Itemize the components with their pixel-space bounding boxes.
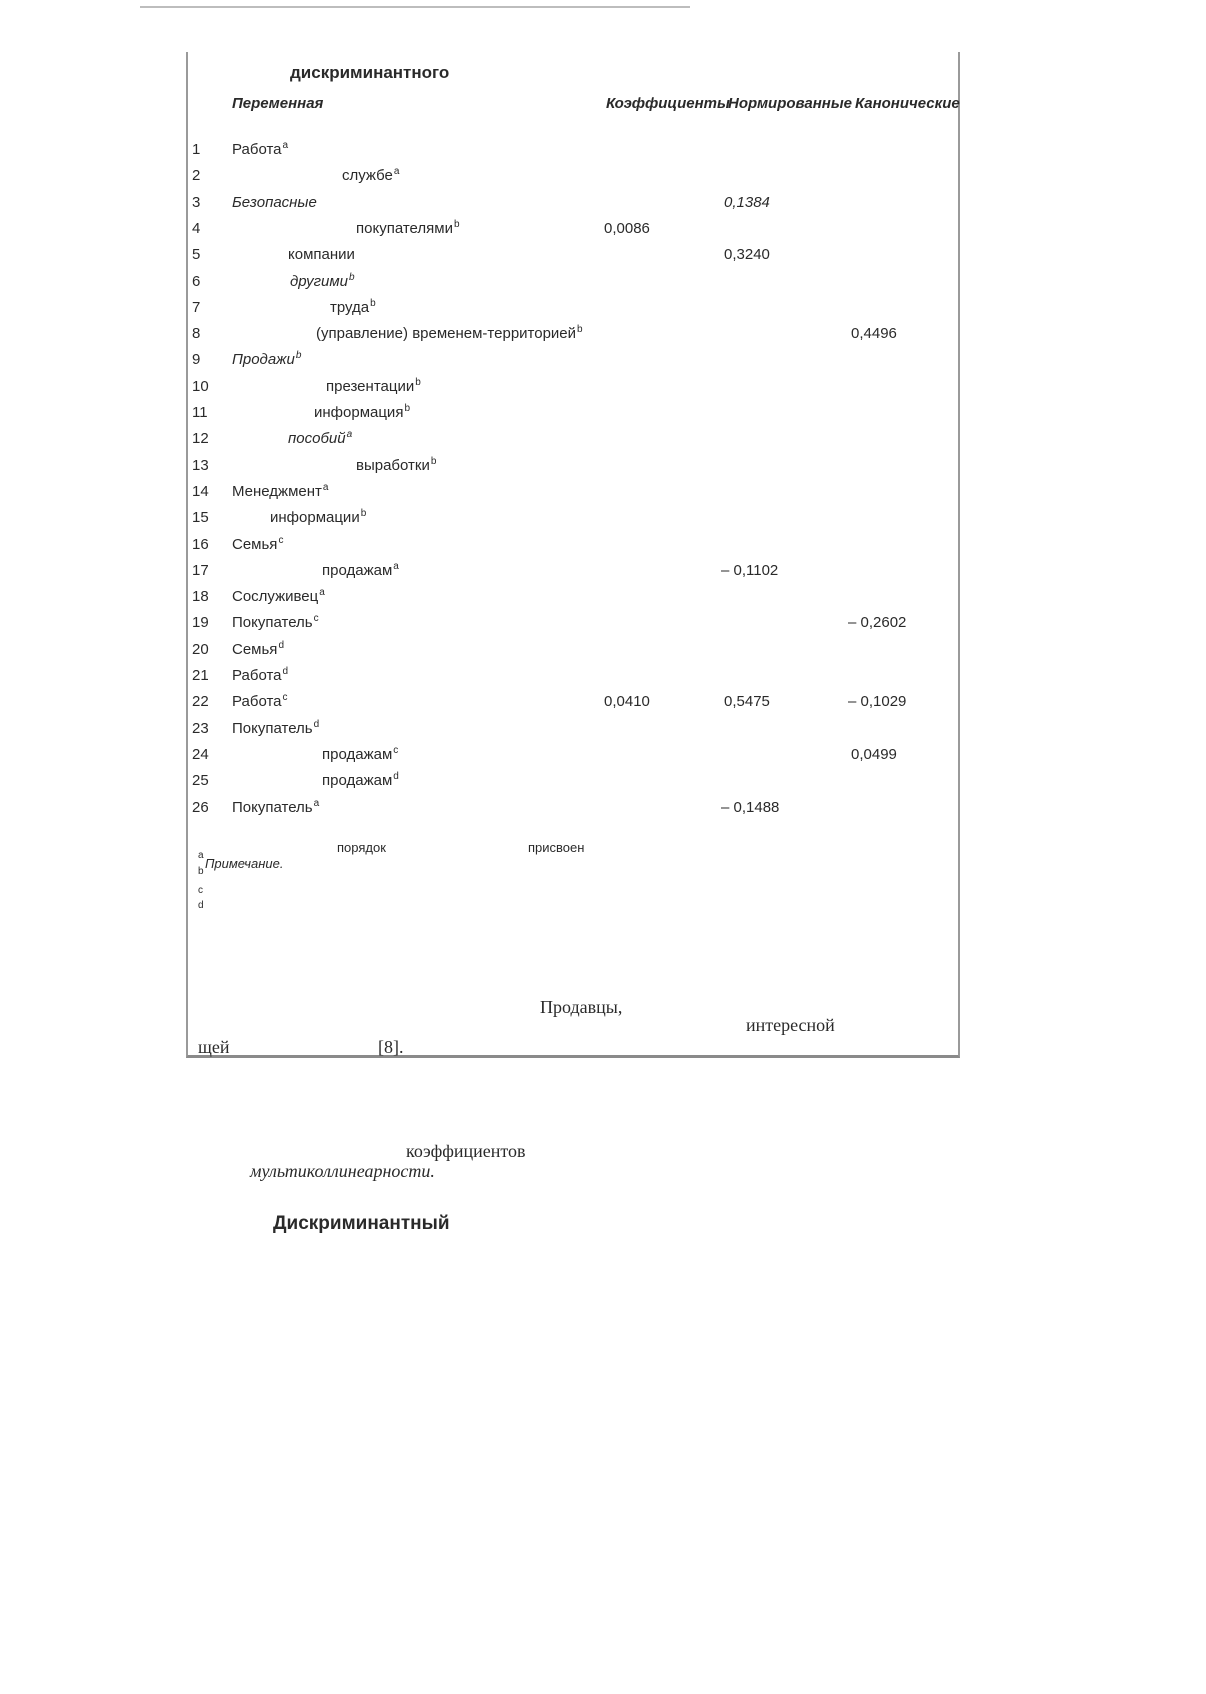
row-variable <box>232 483 328 503</box>
row-number: 23 <box>192 720 209 737</box>
row-canonical: – 0,2602 <box>848 614 907 631</box>
row-footnote-marker: b <box>430 456 437 467</box>
row-footnote-marker: d <box>278 640 284 651</box>
row-normalized: 0,5475 <box>724 693 770 710</box>
row-number: 6 <box>192 273 201 290</box>
row-number: 7 <box>192 299 201 316</box>
row-number: 25 <box>192 772 209 789</box>
row-footnote-marker: a <box>346 429 353 440</box>
row-variable-text: Работа <box>232 667 282 684</box>
note-word-assigned: присвоен <box>528 840 585 855</box>
row-normalized: – 0,1488 <box>721 799 780 816</box>
row-footnote-marker: c <box>282 692 288 703</box>
row-variable-text: другими <box>290 273 349 290</box>
row-footnote-marker: d <box>313 719 320 730</box>
row-variable-text: пособий <box>288 430 346 447</box>
row-variable-text: выработки <box>356 457 430 474</box>
row-variable <box>232 799 319 819</box>
row-variable <box>270 509 366 529</box>
row-variable-text: презентации <box>326 378 415 395</box>
row-normalized: 0,1384 <box>724 194 770 211</box>
row-variable-text: (управление) временем-территорией <box>316 325 577 342</box>
row-variable-text: компании <box>288 246 355 263</box>
row-variable-text: Менеджмент <box>232 483 322 500</box>
row-number: 20 <box>192 641 209 658</box>
row-variable <box>232 588 325 608</box>
row-variable <box>232 720 319 740</box>
row-footnote-marker: d <box>282 666 289 677</box>
row-number: 21 <box>192 667 209 684</box>
row-variable-text: Семья <box>232 536 278 553</box>
row-footnote-marker: b <box>577 324 583 335</box>
row-variable <box>288 246 355 264</box>
row-footnote-marker: b <box>370 298 376 309</box>
below-word-multicollinearity: мультиколлинеарности. <box>250 1161 435 1181</box>
note-marker-d: d <box>198 900 204 911</box>
row-footnote-marker: a <box>282 140 289 151</box>
row-number: 4 <box>192 220 201 237</box>
row-footnote-marker: c <box>278 535 284 546</box>
row-number: 22 <box>192 693 209 710</box>
row-variable <box>232 351 301 371</box>
row-number: 8 <box>192 325 201 342</box>
row-number: 13 <box>192 457 209 474</box>
body-word-interesting: интересной <box>746 1015 835 1035</box>
row-number: 16 <box>192 536 209 553</box>
row-coefficient: 0,0410 <box>604 693 650 710</box>
row-number: 24 <box>192 746 209 763</box>
row-number: 12 <box>192 430 209 447</box>
row-normalized: – 0,1102 <box>721 562 779 579</box>
row-footnote-marker: a <box>393 166 400 177</box>
row-variable-text: труда <box>330 299 370 316</box>
below-word-coefficients: коэффициентов <box>406 1141 526 1161</box>
row-footnote-marker: b <box>415 377 421 388</box>
row-variable-text: Продажи <box>232 351 295 368</box>
row-footnote-marker: d <box>393 771 399 782</box>
row-variable-text: Покупатель <box>232 720 313 737</box>
row-variable <box>232 667 288 687</box>
row-footnote-marker: c <box>393 745 399 756</box>
row-variable <box>232 536 283 556</box>
row-footnote-marker: b <box>360 508 367 519</box>
row-footnote-marker: c <box>313 613 319 624</box>
row-variable-text: продажам <box>322 746 393 763</box>
row-variable-text: Сослуживец <box>232 588 319 605</box>
row-footnote-marker: a <box>393 561 399 572</box>
row-number: 17 <box>192 562 209 579</box>
row-variable <box>290 273 355 293</box>
top-rule <box>140 6 690 8</box>
row-number: 2 <box>192 167 201 184</box>
row-footnote-marker: b <box>295 350 302 361</box>
body-reference: [8]. <box>378 1037 404 1057</box>
row-variable-text: Работа <box>232 693 282 710</box>
row-number: 19 <box>192 614 209 631</box>
row-number: 18 <box>192 588 209 605</box>
row-footnote-marker: b <box>404 403 410 414</box>
row-number: 5 <box>192 246 201 263</box>
table-caption: дискриминантного <box>290 63 450 82</box>
row-variable <box>356 220 460 240</box>
body-word-sellers: Продавцы, <box>540 997 623 1017</box>
row-variable <box>232 641 284 661</box>
row-variable-text: Работа <box>232 141 282 158</box>
row-footnote-marker: b <box>349 272 355 283</box>
row-variable <box>232 614 319 634</box>
row-variable <box>326 378 421 398</box>
row-variable-text: службе <box>342 167 393 184</box>
row-variable <box>356 457 436 477</box>
row-variable-text: покупателями <box>356 220 453 237</box>
row-variable <box>330 299 376 319</box>
row-variable <box>322 746 398 766</box>
row-number: 14 <box>192 483 209 500</box>
row-variable-text: Семья <box>232 641 278 658</box>
note-word-order: порядок <box>337 840 386 855</box>
row-variable <box>322 772 399 792</box>
row-footnote-marker: a <box>322 482 329 493</box>
row-canonical: – 0,1029 <box>848 693 907 710</box>
note-marker-c: c <box>198 885 203 896</box>
row-number: 11 <box>192 404 208 421</box>
row-variable <box>232 693 288 713</box>
row-variable-text: Покупатель <box>232 799 313 816</box>
body-word-shchey: щей <box>198 1037 230 1057</box>
note-marker-a: a <box>198 850 204 861</box>
note-marker-b: b <box>198 866 204 877</box>
row-variable <box>342 167 399 187</box>
row-canonical: 0,0499 <box>851 746 897 763</box>
row-coefficient: 0,0086 <box>604 220 650 237</box>
row-variable-text: информация <box>314 404 404 421</box>
row-number: 1 <box>192 141 201 158</box>
header-variable: Переменная <box>232 95 324 112</box>
row-variable-text: продажам <box>322 772 393 789</box>
row-number: 3 <box>192 194 201 211</box>
row-variable-text: информации <box>270 509 360 526</box>
row-variable <box>322 562 399 582</box>
row-variable <box>232 194 317 212</box>
header-coefficients: Коэффициенты <box>606 95 730 112</box>
row-variable <box>316 325 583 345</box>
row-footnote-marker: a <box>319 587 325 598</box>
row-number: 9 <box>192 351 201 368</box>
header-normalized: Нормированные <box>728 95 853 112</box>
row-variable-text: продажам <box>322 562 393 579</box>
section-heading: Дискриминантный <box>273 1213 450 1234</box>
row-variable <box>314 404 410 424</box>
row-number: 15 <box>192 509 209 526</box>
row-normalized: 0,3240 <box>724 246 770 263</box>
row-footnote-marker: a <box>313 798 320 809</box>
header-canonical: Канонические <box>855 95 960 112</box>
row-variable <box>232 141 288 161</box>
row-canonical: 0,4496 <box>851 325 897 342</box>
row-variable-text: Безопасные <box>232 194 317 211</box>
note-label: Примечание. <box>205 856 284 871</box>
row-variable-text: Покупатель <box>232 614 313 631</box>
row-variable <box>288 430 352 450</box>
row-number: 26 <box>192 799 209 816</box>
row-footnote-marker: b <box>453 219 460 230</box>
row-number: 10 <box>192 378 209 395</box>
